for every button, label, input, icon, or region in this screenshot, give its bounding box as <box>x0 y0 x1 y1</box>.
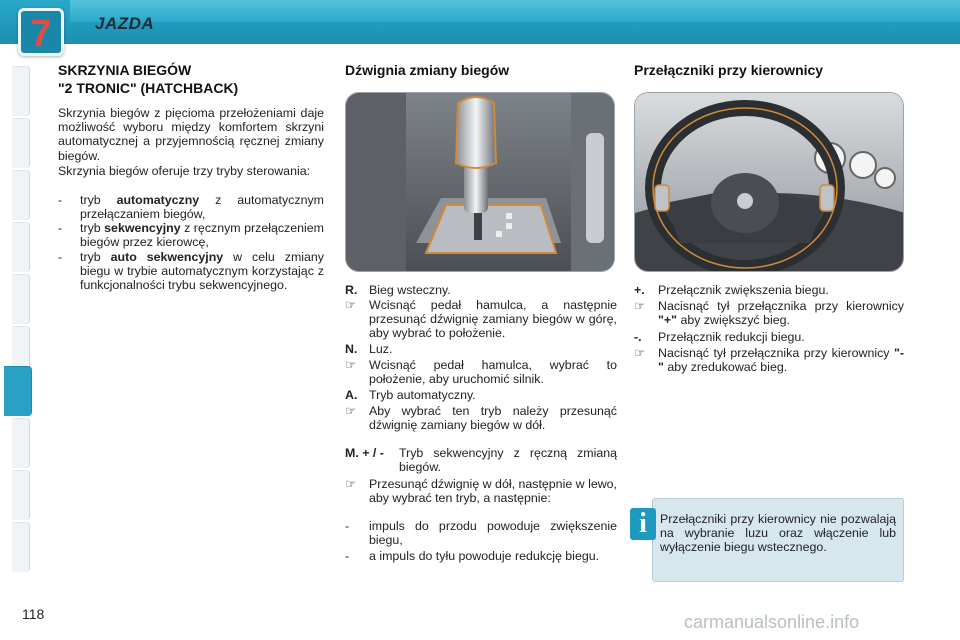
hand-icon: ☞ <box>345 358 357 372</box>
item-text: Przesunąć dźwignię w dół, następnie w lewo, aby wybrać ten tryb, a następnie: <box>369 477 617 506</box>
list-rest: z ręcznym przełączeniem biegów przez kierowcę, <box>80 221 324 250</box>
section-title-line2: "2 TRONIC" (HATCHBACK) <box>58 80 239 96</box>
list-item <box>58 221 324 251</box>
page-number: 118 <box>22 606 45 622</box>
paddle-item <box>634 346 904 376</box>
list-dash: - <box>58 193 63 207</box>
list-dash: - <box>58 221 63 235</box>
hand-icon: ☞ <box>345 404 357 418</box>
header-highlight <box>70 0 960 22</box>
chapter-tab[interactable] <box>12 470 30 520</box>
list-prefix: tryb <box>80 250 111 264</box>
item-bold: "-" <box>658 346 904 375</box>
lever-item <box>345 358 617 388</box>
chapter-tab[interactable] <box>12 522 30 572</box>
gear-lever-photo <box>345 92 615 272</box>
lever-item <box>345 519 617 549</box>
paddle-item <box>634 299 904 329</box>
item-text: aby zwiększyć bieg. <box>677 313 790 328</box>
modes-paragraph: Skrzynia biegów oferuje trzy tryby sterowania: <box>58 164 311 178</box>
item-text: Wcisnąć pedał hamulca, wybrać to położenie, aby uruchomić silnik. <box>369 358 617 387</box>
chapter-number: 7 <box>30 13 52 55</box>
chapter-tab[interactable] <box>12 118 30 168</box>
steering-wheel-photo <box>634 92 904 272</box>
paddle-switch-heading: Przełączniki przy kierownicy <box>634 62 824 78</box>
list-bold: auto sekwencyjny <box>110 250 224 264</box>
item-marker: M. + / - <box>345 446 384 460</box>
lever-item <box>345 549 617 579</box>
hand-icon: ☞ <box>345 298 357 312</box>
item-marker: -. <box>634 330 642 344</box>
item-text: Nacisnąć tył przełącznika przy kierownicy <box>658 299 904 313</box>
info-text: Przełączniki przy kierownicy nie pozwalają na wybranie luzu oraz włączenie lub wyłączenie biegu wstecznego. <box>660 512 896 555</box>
watermark: carmanualsonline.info <box>684 612 860 632</box>
item-text: impuls do przodu powoduje zwiększenie biegu, <box>369 519 617 548</box>
section-title-line1: SKRZYNIA BIEGÓW <box>58 62 192 78</box>
item-text: Tryb sekwencyjny z ręczną zmianą biegów. <box>399 446 617 475</box>
lever-item <box>345 298 617 342</box>
list-bold: automatyczny <box>116 193 200 207</box>
chapter-tabs <box>0 66 30 576</box>
item-text: Tryb automatyczny. <box>369 388 476 402</box>
lever-item <box>345 283 617 299</box>
list-bold: sekwencyjny <box>104 221 181 235</box>
lever-item <box>345 404 617 448</box>
lever-item <box>345 446 617 476</box>
list-dash: - <box>345 519 350 533</box>
item-bold: "+" <box>658 313 677 328</box>
item-marker: N. <box>345 342 358 356</box>
hand-icon: ☞ <box>634 299 646 313</box>
chapter-tab[interactable] <box>12 170 30 220</box>
intro-paragraph: Skrzynia biegów z pięcioma przełożeniami daje możliwość wyboru między komfortem skrzyni automatycznej a przyjemnością ręcznej zmiany biegów. <box>58 106 324 163</box>
list-rest: w celu zmiany biegu w trybie automatycznym korzystając z funkcjonalności trybu sekwencyjnego. <box>80 250 324 293</box>
chapter-badge <box>18 8 64 56</box>
list-dash: - <box>58 250 63 264</box>
item-text: Nacisnąć tył przełącznika przy kierownicy <box>658 346 894 360</box>
chapter-tab-active[interactable] <box>4 366 32 416</box>
list-rest: z automatycznym przełączaniem biegów, <box>80 193 324 222</box>
item-text: Aby wybrać ten tryb należy przesunąć dźwignię zamiany biegów w dół. <box>369 404 617 433</box>
gear-lever-heading: Dźwignia zmiany biegów <box>345 62 510 78</box>
item-text: aby zredukować bieg. <box>663 360 788 375</box>
chapter-tab[interactable] <box>12 418 30 468</box>
item-text: Luz. <box>369 342 393 356</box>
info-icon: i <box>630 508 656 540</box>
hand-icon: ☞ <box>345 477 357 491</box>
chapter-tab[interactable] <box>12 66 30 116</box>
item-text: Wcisnąć pedał hamulca, a następnie przesunąć dźwignię zamiany biegów w górę, aby wybrać to położenie. <box>369 298 617 341</box>
item-marker: A. <box>345 388 358 402</box>
item-text: Bieg wsteczny. <box>369 283 451 297</box>
lever-item <box>345 388 617 404</box>
list-item <box>58 250 324 310</box>
list-item <box>58 193 324 223</box>
list-dash: - <box>345 549 350 563</box>
paddle-item <box>634 330 904 346</box>
chapter-title: JAZDA <box>95 14 155 33</box>
lever-item <box>345 342 617 358</box>
item-marker: R. <box>345 283 358 297</box>
chapter-tab[interactable] <box>12 274 30 324</box>
list-prefix: tryb <box>80 193 117 207</box>
item-text: a impuls do tyłu powoduje redukcję biegu. <box>369 549 600 563</box>
item-text: Przełącznik zwiększenia biegu. <box>658 283 829 297</box>
paddle-item <box>634 283 904 299</box>
chapter-tab[interactable] <box>12 222 30 272</box>
lever-item <box>345 477 617 521</box>
item-text: Przełącznik redukcji biegu. <box>658 330 805 344</box>
item-marker: +. <box>634 283 645 297</box>
list-prefix: tryb <box>80 221 105 235</box>
hand-icon: ☞ <box>634 346 646 360</box>
